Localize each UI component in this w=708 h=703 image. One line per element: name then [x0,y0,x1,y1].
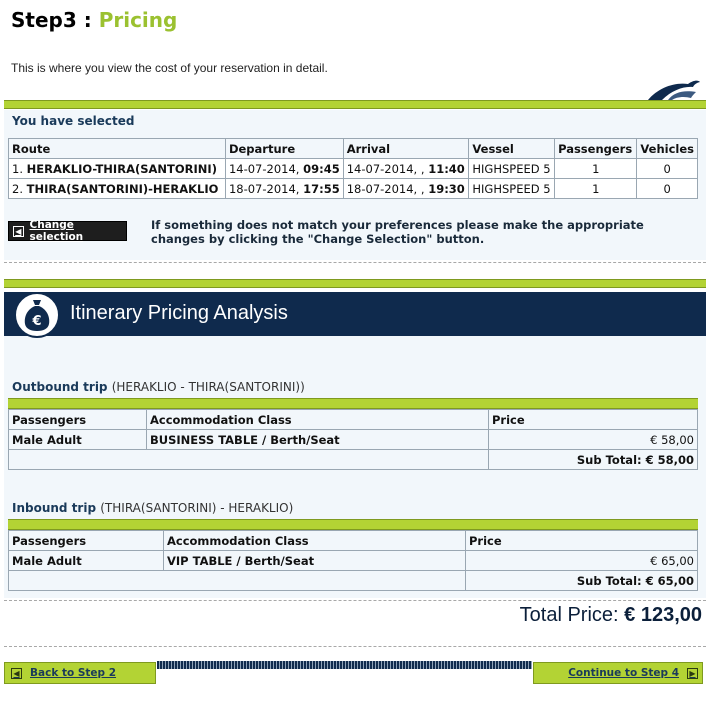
dotted-divider [4,600,706,601]
column-header: Passengers [9,410,147,430]
total-price [520,604,702,627]
subtotal-row [9,450,698,470]
departure-cell: 18-07-2014, 17:55 [225,179,343,199]
passenger-cell: Male Adult [9,430,147,450]
column-header: Accommodation Class [147,410,489,430]
selected-heading: You have selected [12,114,135,128]
accommodation-cell: BUSINESS TABLE / Berth/Seat [147,430,489,450]
departure-cell: 14-07-2014, 09:45 [225,159,343,179]
outbound-label: Outbound trip [12,380,108,394]
vehicles-cell: 0 [637,159,698,179]
total-label: Total Price: [519,604,619,626]
money-bag-icon [14,292,60,338]
column-header: Price [489,410,698,430]
column-header: Passengers [555,139,637,159]
back-arrow-icon: ◀ [13,226,24,237]
subtotal-cell: Sub Total: € 58,00 [489,450,698,470]
column-header: Passengers [9,531,164,551]
inbound-heading [12,501,293,515]
table-top-bar [8,398,698,409]
price-table-header [9,531,698,551]
dotted-divider [4,646,706,647]
back-to-step-2-button[interactable] [4,662,156,684]
price-table-header [9,410,698,430]
column-header: Departure [225,139,343,159]
passengers-cell: 1 [555,159,637,179]
total-value: € 123,00 [624,604,702,626]
route-cell: 1. HERAKLIO-THIRA(SANTORINI) [9,159,226,179]
route-table-header [9,139,698,159]
route-cell: 2. THIRA(SANTORINI)-HERAKLIO [9,179,226,199]
change-selection-note: If something does not match your preferences please make the appropriate changes by clicking the "Change Selection" button. [151,218,644,246]
vessel-cell: HIGHSPEED 5 [469,159,555,179]
column-header: Accommodation Class [164,531,466,551]
pricing-banner-title: Itinerary Pricing Analysis [70,302,288,324]
back-label: Back to Step 2 [30,667,117,679]
table-top-bar [8,519,698,530]
passengers-cell: 1 [555,179,637,199]
column-header: Price [466,531,698,551]
page-title [11,8,177,32]
vessel-cell: HIGHSPEED 5 [469,179,555,199]
inbound-label: Inbound trip [12,501,97,515]
continue-to-step-4-button[interactable] [533,662,703,684]
dotted-divider [4,262,706,263]
change-selection-button[interactable] [8,221,127,241]
inbound-route: (THIRA(SANTORINI) - HERAKLIO) [100,501,294,515]
price-cell: € 58,00 [489,430,698,450]
step-name: Pricing [98,8,178,32]
arrival-cell: 14-07-2014, , 11:40 [343,159,469,179]
svg-text:€: € [32,314,42,329]
table-row [9,430,698,450]
section-divider-bar [4,279,706,288]
footer-stripe [157,661,532,669]
continue-label: Continue to Step 4 [568,667,679,679]
column-header: Vehicles [637,139,698,159]
column-header: Arrival [343,139,469,159]
subtotal-spacer [9,450,489,470]
table-row [9,179,698,199]
left-arrow-icon: ◀ [11,668,22,679]
passenger-cell: Male Adult [9,551,164,571]
route-table [8,138,698,199]
subtotal-row [9,571,698,591]
table-row [9,551,698,571]
accommodation-cell: VIP TABLE / Berth/Seat [164,551,466,571]
vehicles-cell: 0 [637,179,698,199]
subtotal-cell: Sub Total: € 65,00 [466,571,698,591]
table-row [9,159,698,179]
intro-text: This is where you view the cost of your reservation in detail. [11,61,328,75]
arrival-cell: 18-07-2014, , 19:30 [343,179,469,199]
inbound-price-table [8,530,698,591]
outbound-price-table [8,409,698,470]
price-cell: € 65,00 [466,551,698,571]
outbound-heading [12,380,305,394]
subtotal-spacer [9,571,466,591]
outbound-route: (HERAKLIO - THIRA(SANTORINI)) [111,380,305,394]
dolphin-logo-icon [644,78,702,102]
change-selection-label: Change selection [29,219,84,243]
column-header: Route [9,139,226,159]
column-header: Vessel [469,139,555,159]
right-arrow-icon: ▶ [687,668,698,679]
step-label: Step3 : [11,8,92,32]
section-divider-bar [4,100,706,109]
